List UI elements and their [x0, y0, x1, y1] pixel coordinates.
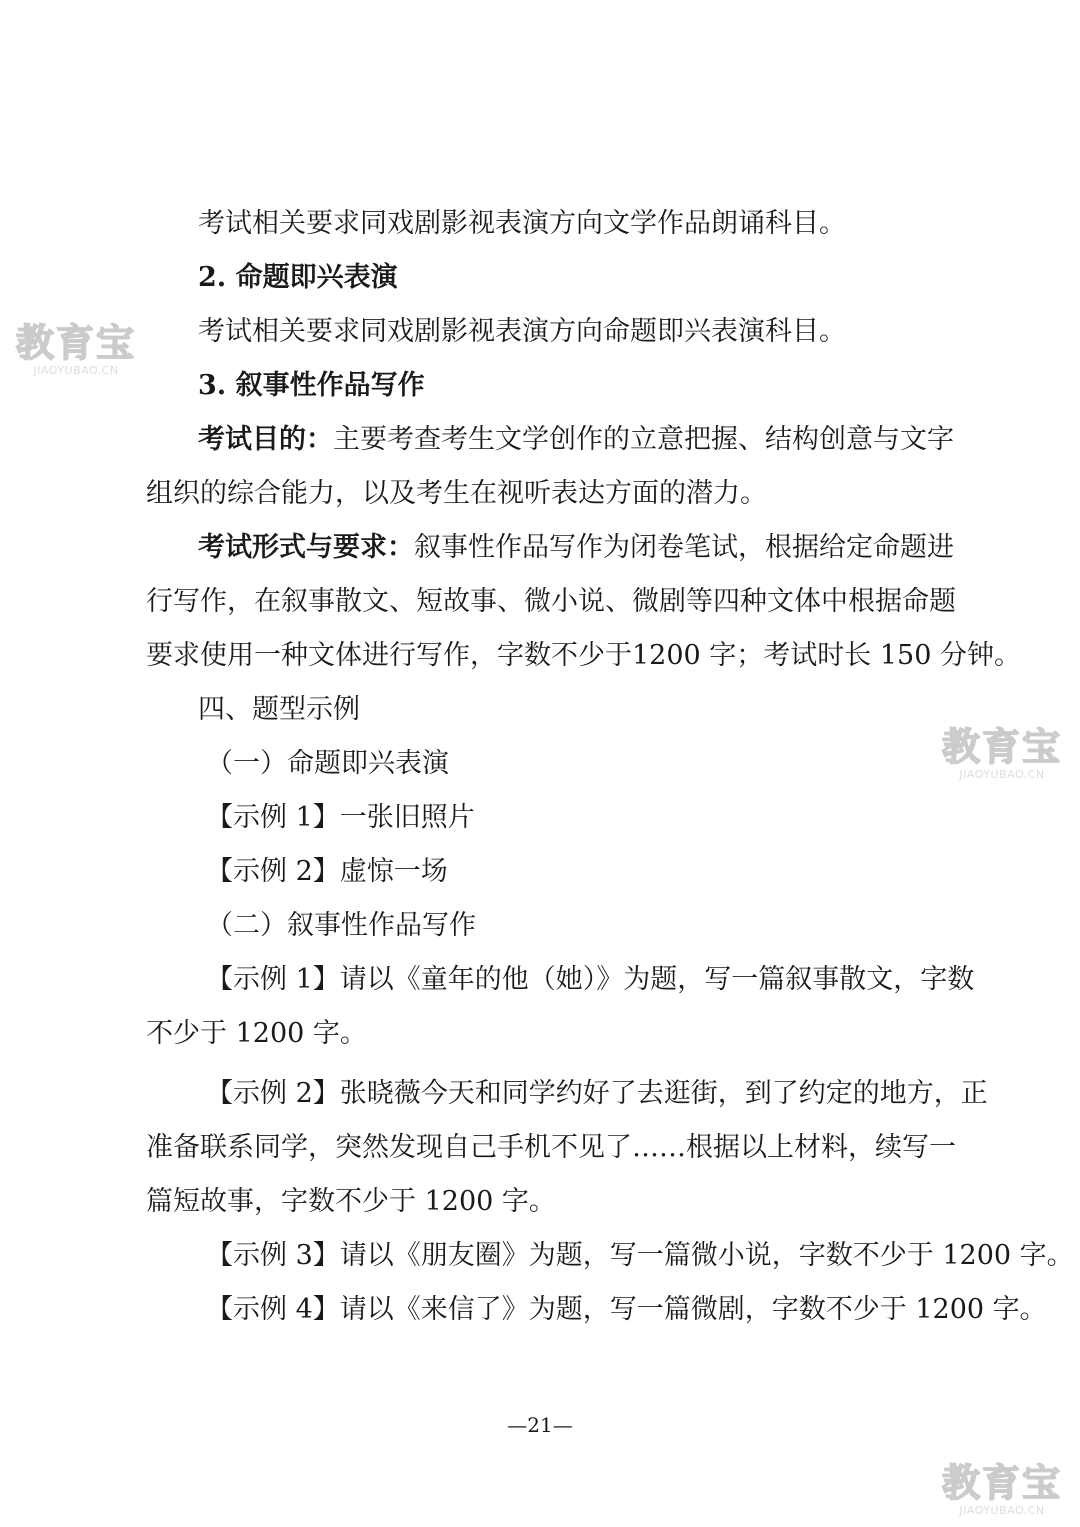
label-exam-purpose: 考试目的：: [198, 424, 333, 455]
paragraph-line: 考试相关要求同戏剧影视表演方向文学作品朗诵科目。: [198, 208, 846, 239]
watermark-url: JIAOYUBAO.CN: [959, 768, 1045, 781]
paragraph-line: 组织的综合能力，以及考生在视听表达方面的潜力。: [146, 478, 767, 509]
watermark-text: 教育宝: [941, 1461, 1062, 1505]
section-heading: 2. 命题即兴表演: [198, 262, 398, 293]
watermark-text: 教育宝: [941, 725, 1062, 769]
example-item: 【示例 2】虚惊一场: [206, 856, 448, 887]
paragraph-text: 叙事性作品写作为闭卷笔试，根据给定命题进: [414, 532, 954, 563]
example-item: 【示例 3】请以《朋友圈》为题，写一篇微小说，字数不少于 1200 字。: [206, 1240, 1074, 1271]
paragraph-line: [198, 528, 954, 568]
watermark-url: JIAOYUBAO.CN: [33, 364, 119, 377]
paragraph-line: 篇短故事，字数不少于 1200 字。: [146, 1186, 556, 1217]
paragraph-line: 要求使用一种文体进行写作，字数不少于1200 字；考试时长 150 分钟。: [146, 640, 1021, 671]
paragraph-line: 不少于 1200 字。: [146, 1018, 367, 1049]
watermark-logo: [940, 1462, 1064, 1518]
example-item: 【示例 1】一张旧照片: [206, 802, 475, 833]
example-item: 【示例 2】张晓薇今天和同学约好了去逛街，到了约定的地方，正: [206, 1078, 988, 1109]
label-exam-format: 考试形式与要求：: [198, 532, 414, 563]
watermark-url: JIAOYUBAO.CN: [959, 1504, 1045, 1517]
page-number: —21—: [507, 1413, 573, 1437]
watermark-text: 教育宝: [15, 321, 136, 365]
paragraph-line: 考试相关要求同戏剧影视表演方向命题即兴表演科目。: [198, 316, 846, 347]
example-item: 【示例 1】请以《童年的他（她）》为题，写一篇叙事散文，字数: [206, 964, 975, 995]
subsection-heading: （一）命题即兴表演: [206, 748, 449, 779]
watermark-logo: [940, 726, 1064, 782]
paragraph-line: 准备联系同学，突然发现自己手机不见了……根据以上材料，续写一: [146, 1132, 956, 1163]
section-heading: 3. 叙事性作品写作: [198, 370, 425, 401]
paragraph-text: 主要考查考生文学创作的立意把握、结构创意与文字: [333, 424, 954, 455]
paragraph-line: 行写作，在叙事散文、短故事、微小说、微剧等四种文体中根据命题: [146, 586, 956, 617]
subsection-heading: （二）叙事性作品写作: [206, 910, 476, 941]
section-heading: 四、题型示例: [198, 694, 360, 725]
watermark-logo: [14, 322, 138, 378]
paragraph-line: [198, 420, 954, 460]
example-item: 【示例 4】请以《来信了》为题，写一篇微剧，字数不少于 1200 字。: [206, 1294, 1047, 1325]
